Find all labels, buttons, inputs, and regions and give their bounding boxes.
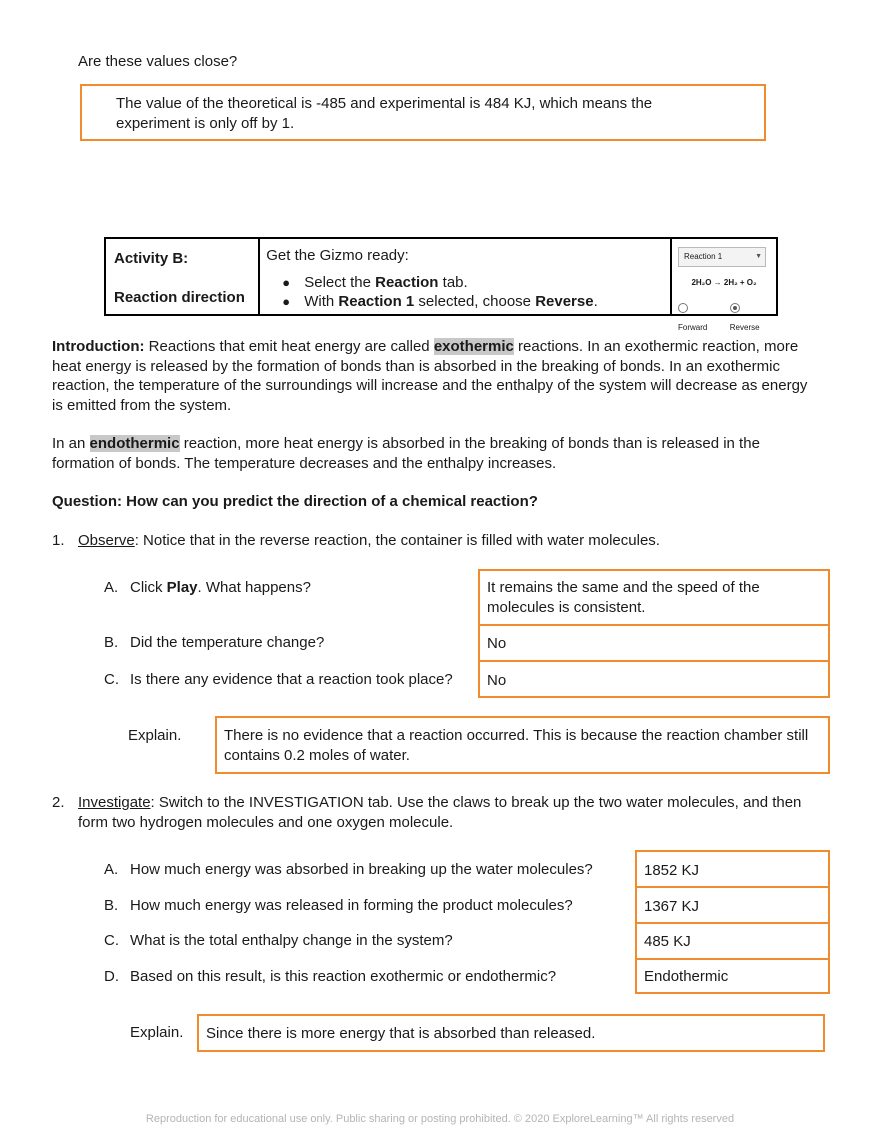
previous-answer-text: The value of the theoretical is -485 and experimental is 484 KJ, which means the experiment is only off by 1. [116,95,653,132]
q2d-question: D. Based on this result, is this reaction exothermic or endothermic? [104,968,557,985]
q2a-answer: 1852 KJ [644,862,700,879]
q1a-answer-box[interactable] [478,569,830,626]
activity-intro: Get the Gizmo ready: [266,247,409,264]
q1b-answer-box[interactable] [478,624,830,662]
q2b-answer-box[interactable] [635,886,830,924]
q2-prompt: 2. Investigate: Switch to the INVESTIGATION tab. Use the claws to break up the two water molecules, and then form two hydrogen molecules and one oxygen molecule. [52,794,802,831]
endothermic-paragraph: In an endothermic reaction, more heat energy is absorbed in the breaking of bonds than is released in the formation of bonds. The temperature decreases and the enthalpy increases. [52,435,760,472]
q1c-answer: No [487,672,507,689]
activity-heading-cell [106,239,260,314]
q1-explain-answer: There is no evidence that a reaction occurred. This is because the reaction chamber still contains 0.2 moles of water. [224,727,809,764]
gizmo-widget-cell [672,239,776,332]
q1a-answer: It remains the same and the speed of the molecules is consistent. [487,579,760,616]
activity-label: Activity B: [114,250,189,267]
exothermic-term: exothermic [433,338,514,355]
footer-copyright: Reproduction for educational use only. Public sharing or posting prohibited. © 2020 ExploreLearning™ All rights reserved [145,1113,735,1125]
q2d-answer: Endothermic [644,968,729,985]
q2b-question: B. How much energy was released in forming the product molecules? [104,897,573,914]
radio-reverse: Reverse [730,299,770,338]
instructions-list [266,273,664,312]
previous-question: Are these values close? [78,53,238,70]
endothermic-term: endothermic [89,435,180,452]
q2a-question: A. How much energy was absorbed in breaking up the water molecules? [104,861,593,878]
radio-forward: Forward [678,299,718,338]
q1-prompt: 1. Observe: Notice that in the reverse reaction, the container is filled with water molecules. [52,532,660,549]
q2b-answer: 1367 KJ [644,898,700,915]
q1-explain-box[interactable] [215,716,830,774]
q2c-question: C. What is the total enthalpy change in the system? [104,932,453,949]
activity-title: Reaction direction [114,288,245,306]
q2a-answer-box[interactable] [635,850,830,888]
q1-explain-label: Explain. [128,727,182,744]
q2c-answer-box[interactable] [635,922,830,960]
radio-icon [678,303,688,313]
q1b-question: B. Did the temperature change? [104,634,325,651]
activity-instructions-cell [260,239,672,314]
introduction-paragraph: Introduction: Reactions that emit heat energy are called exothermic reactions. In an exothermic reaction, more heat energy is released by the formation of bonds than is absorbed in the breaking of bonds. In an exothermic reaction, the temperature of the surroundings will increase and the enthalpy of the system will decrease as energy is emitted from the system. [52,338,808,414]
q1c-question: C. Is there any evidence that a reaction took place? [104,671,453,688]
chevron-down-icon: ▼ [755,253,762,260]
reaction-equation: 2H₂O → 2H₂ + O₂ [691,278,757,287]
q1c-answer-box[interactable] [478,660,830,698]
q1a-question: A. Click Play. What happens? [104,579,311,596]
instruction-item: ● Select the Reaction tab. [266,273,664,293]
q2c-answer: 485 KJ [644,933,691,950]
q2d-answer-box[interactable] [635,958,830,994]
reaction-select: Reaction 1 ▼ [678,247,766,267]
q1b-answer: No [487,635,507,652]
activity-table [104,237,778,332]
q2-explain-answer: Since there is more energy that is absorbed than released. [206,1025,596,1042]
direction-radio-group [678,299,770,338]
radio-selected-icon [730,303,740,313]
main-question: Question: How can you predict the direction of a chemical reaction? [52,493,538,510]
q2-explain-box[interactable] [197,1014,825,1052]
q2-explain-label: Explain. [130,1024,184,1041]
previous-answer-box[interactable] [80,84,766,141]
instruction-item: ● With Reaction 1 selected, choose Reverse. [266,292,664,312]
